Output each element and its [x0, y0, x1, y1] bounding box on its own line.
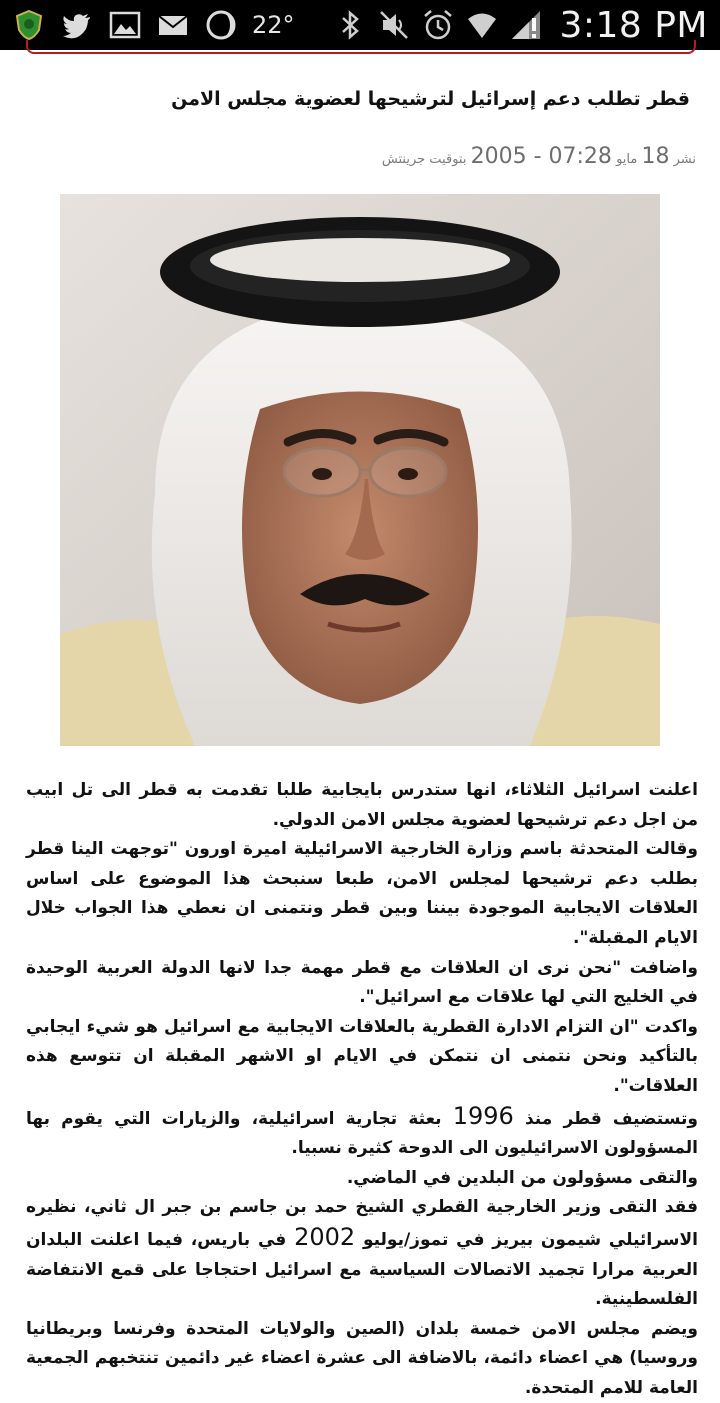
- year-number: 2002: [294, 1222, 356, 1251]
- signal-icon: [509, 8, 543, 42]
- mute-icon: [377, 8, 411, 42]
- article-paragraph: واضافت "نحن نرى ان العلاقات مع قطر مهمة جدا لانها الدولة العربية الوحيدة في الخليج التي لها علاقات مع اسرائيل".: [26, 957, 698, 1008]
- article-frame-edge: [26, 40, 696, 54]
- article-paragraph: [26, 1102, 698, 1164]
- paragraph-text: وتستضيف قطر منذ: [524, 1108, 699, 1129]
- article-paragraph: [26, 1193, 698, 1314]
- temperature-readout: 22°: [252, 11, 295, 39]
- moon-icon: [204, 8, 238, 42]
- meta-prefix: نشر: [673, 152, 696, 167]
- wifi-icon: [465, 8, 499, 42]
- twitter-icon: [60, 8, 94, 42]
- meta-suffix: بتوقيت جرينتش: [381, 152, 467, 167]
- year-number: 1996: [452, 1101, 514, 1130]
- article-meta: [36, 144, 696, 169]
- paragraph-text: بعثة تجارية اسرائيلية، والزيارات التي يقوم بها المسؤولون الاسرائيليون الى الدوحة كثيرة نسبيا.: [26, 1108, 698, 1159]
- gallery-icon: [108, 8, 142, 42]
- email-icon: [156, 8, 190, 42]
- article-paragraph: وقالت المتحدثة باسم وزارة الخارجية الاسرائيلية اميرة اورون "توجهت الينا قطر بطلب دعم ترشيحها لمجلس الامن، طبعا سنبحث هذا الموضوع على اساس العلاقات الايجابية الموجودة بيننا وبين قطر ونتمنى ان نعطي هذا الجواب خلال الايام المقبلة".: [26, 839, 698, 948]
- alarm-icon: [421, 8, 455, 42]
- app-shield-icon: [12, 8, 46, 42]
- bluetooth-icon: [333, 8, 367, 42]
- meta-month: مايو: [616, 152, 638, 167]
- article-paragraph: ويضم مجلس الامن خمسة بلدان (الصين والولايات المتحدة وفرنسا وبريطانيا وروسيا) هي اعضاء دائمة، بالاضافة الى عشرة اعضاء غير دائمين تنتخبهم الجمعية العامة للامم المتحدة.: [26, 1318, 698, 1398]
- article-paragraph: والتقى مسؤولون من البلدين في الماضي.: [346, 1167, 698, 1188]
- paragraph-text: في باريس، فيما اعلنت البلدان العربية مرارا تجميد الاتصالات السياسية مع اسرائيل احتجاجا على قمع الانتفاضة الفلسطينية.: [26, 1229, 698, 1310]
- meta-day: 18: [641, 144, 670, 169]
- paragraph-text: فقد التقى وزير الخارجية القطري الشيخ حمد بن جاسم بن جبر ال ثاني، نظيره الاسرائيلي شيمون بيريز في تموز/يوليو: [26, 1197, 698, 1250]
- article-paragraph: واكدت "ان التزام الادارة القطرية بالعلاقات الايجابية مع اسرائيل هو شيء ايجابي بالتأكيد ونحن نتمنى ان نتمكن في الايام او الاشهر المقبلة ان تتوسع هذه العلاقات".: [26, 1016, 698, 1096]
- article-headline: قطر تطلب دعم إسرائيل لترشيحها لعضوية مجلس الامن: [171, 88, 690, 110]
- article-paragraph: اعلنت اسرائيل الثلاثاء، انها ستدرس بايجابية طلبا تقدمت به قطر الى تل ابيب من اجل دعم ترشيحها لعضوية مجلس الامن الدولي.: [26, 780, 698, 830]
- meta-datetime: 2005 - 07:28: [470, 144, 612, 169]
- article-body: [26, 776, 698, 1403]
- article-photo[interactable]: [60, 194, 660, 746]
- clock: 3:18 PM: [559, 4, 708, 46]
- portrait-illustration: [60, 194, 660, 746]
